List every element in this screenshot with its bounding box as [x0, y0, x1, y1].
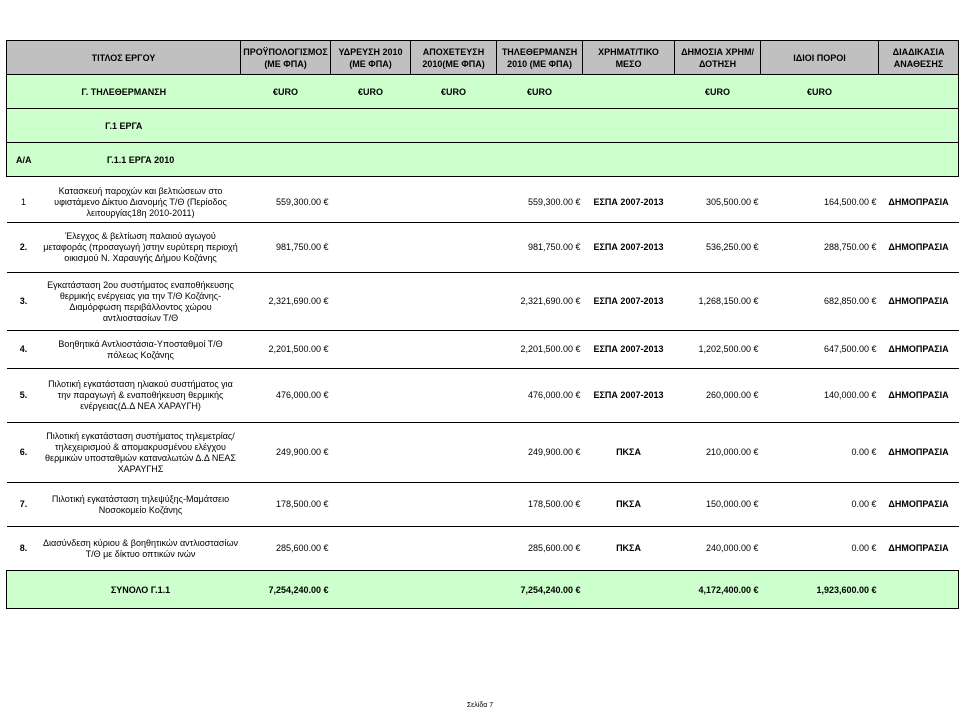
currency-label: €URO [241, 75, 331, 109]
budget-cell: 2,201,500.00 € [241, 331, 331, 369]
public-cell: 210,000.00 € [675, 423, 761, 483]
section-row [7, 75, 959, 109]
total-own: 1,923,600.00 € [761, 571, 879, 609]
section-title: Γ. ΤΗΛΕΘΕΡΜΑΝΣΗ [7, 75, 241, 109]
currency-label: €URO [411, 75, 497, 109]
budget-cell: 559,300.00 € [275, 196, 329, 207]
budget-cell: 981,750.00 € [241, 223, 331, 273]
fund-cell: ΕΣΠΑ 2007-2013 [583, 223, 675, 273]
total-row [7, 571, 959, 609]
row-number: 6. [7, 423, 41, 483]
page-number: Σελίδα 7 [466, 702, 494, 709]
table-row [7, 273, 959, 331]
project-title: Πιλοτική εγκατάσταση ηλιακού συστήματος για την παραγωγή & εναποθήκευση θερμικής ενέργειας(Δ.Δ ΝΕΑ ΧΑΡΑΥΓΗ) [41, 369, 241, 423]
own-cell: 0.00 € [761, 527, 879, 571]
total-heating: 7,254,240.00 € [497, 571, 583, 609]
own-cell: 682,850.00 € [761, 273, 879, 331]
public-cell: 1,268,150.00 € [675, 273, 761, 331]
own-cell: 0.00 € [761, 483, 879, 527]
public-cell: 240,000.00 € [675, 527, 761, 571]
procedure-cell: ΔΗΜΟΠΡΑΣΙΑ [888, 196, 949, 207]
budget-cell: 178,500.00 € [241, 483, 331, 527]
row-number: 4. [7, 331, 41, 369]
currency-label: €URO [675, 75, 761, 109]
procedure-cell: ΔΗΜΟΠΡΑΣΙΑ [879, 331, 959, 369]
budget-cell: 476,000.00 € [241, 369, 331, 423]
own-cell: 647,500.00 € [761, 331, 879, 369]
budget-cell: 249,900.00 € [241, 423, 331, 483]
fund-cell: ΕΣΠΑ 2007-2013 [593, 196, 664, 207]
budget-cell: 2,321,690.00 € [241, 273, 331, 331]
row-number: 7. [7, 483, 41, 527]
total-public: 4,172,400.00 € [675, 571, 761, 609]
currency-label: €URO [331, 75, 411, 109]
fund-cell: ΕΣΠΑ 2007-2013 [583, 273, 675, 331]
col-header-water: ΥΔΡΕΥΣΗ 2010 (ΜΕ ΦΠΑ) [331, 41, 411, 75]
col-header-heating: ΤΗΛΕΘΕΡΜΑΝΣΗ 2010 (ΜΕ ΦΠΑ) [497, 41, 583, 75]
header-row [7, 41, 959, 75]
fund-cell: ΕΣΠΑ 2007-2013 [583, 331, 675, 369]
project-title: Πιλοτική εγκατάσταση συστήματος τηλεμετρίας/τηλεχειρισμού & απομακρυσμένου ελέγχου θερμικών υποσταθμών καταναλωτών Δ.Δ ΝΕΑΣ ΧΑΡΑΥΓΗΣ [41, 423, 241, 483]
project-title: Έλεγχος & βελτίωση παλαιού αγωγού μεταφοράς (προσαγωγή )στην ευρύτερη περιοχή οικισμού Ν. Χαραυγής Δήμου Κοζάνης [41, 223, 241, 273]
table-row [7, 423, 959, 483]
table-row [7, 483, 959, 527]
heating-cell: 981,750.00 € [497, 223, 583, 273]
public-cell: 536,250.00 € [675, 223, 761, 273]
heating-cell: 2,321,690.00 € [497, 273, 583, 331]
own-cell: 288,750.00 € [761, 223, 879, 273]
fund-cell: ΠΚΣΑ [583, 527, 675, 571]
heating-cell: 285,600.00 € [497, 527, 583, 571]
procedure-cell: ΔΗΜΟΠΡΑΣΙΑ [879, 483, 959, 527]
project-title: Πιλοτική εγκατάσταση τηλεψύξης-Μαμάτσειο Νοσοκομείο Κοζάνης [41, 483, 241, 527]
subsection-title: Γ.1 ΕΡΓΑ [7, 109, 241, 143]
budget-table [6, 40, 959, 609]
currency-label: €URO [497, 75, 583, 109]
table-row [7, 223, 959, 273]
budget-cell: 285,600.00 € [241, 527, 331, 571]
total-label: ΣΥΝΟΛΟ Γ.1.1 [41, 571, 241, 609]
fund-cell: ΕΣΠΑ 2007-2013 [583, 369, 675, 423]
public-cell: 150,000.00 € [675, 483, 761, 527]
procedure-cell: ΔΗΜΟΠΡΑΣΙΑ [879, 423, 959, 483]
table-row [7, 331, 959, 369]
currency-label: €URO [761, 75, 879, 109]
procedure-cell: ΔΗΜΟΠΡΑΣΙΑ [879, 527, 959, 571]
row-number: 3. [7, 273, 41, 331]
table-row [7, 527, 959, 571]
row-number: 1 [20, 196, 26, 207]
project-title: Βοηθητικά Αντλιοστάσια-Υποσταθμοί Τ/Θ πόλεως Κοζάνης [41, 331, 241, 369]
public-cell: 1,202,500.00 € [675, 331, 761, 369]
col-header-own: ΙΔΙΟΙ ΠΟΡΟΙ [761, 41, 879, 75]
subsection-row [7, 109, 959, 143]
heating-cell: 476,000.00 € [497, 369, 583, 423]
col-header-title: ΤΙΤΛΟΣ ΕΡΓΟΥ [7, 41, 241, 75]
group-row [7, 143, 959, 177]
procedure-cell: ΔΗΜΟΠΡΑΣΙΑ [879, 369, 959, 423]
col-header-procedure: ΔΙΑΔΙΚΑΣΙΑ ΑΝΑΘΕΣΗΣ [879, 41, 959, 75]
fund-cell: ΠΚΣΑ [583, 483, 675, 527]
col-header-fund: ΧΡΗΜΑΤ/ΤΙΚΟ ΜΕΣΟ [583, 41, 675, 75]
col-header-public: ΔΗΜΟΣΙΑ ΧΡΗΜ/ΔΟΤΗΣΗ [675, 41, 761, 75]
aa-label: Α/Α [7, 143, 41, 177]
public-cell: 260,000.00 € [675, 369, 761, 423]
heating-cell: 559,300.00 € [527, 196, 581, 207]
own-cell: 164,500.00 € [823, 196, 877, 207]
public-cell: 305,500.00 € [705, 196, 759, 207]
heating-cell: 178,500.00 € [497, 483, 583, 527]
project-title: Εγκατάσταση 2ου συστήματος εναποθήκευσης θερμικής ενέργειας για την Τ/Θ Κοζάνης-Διαμόρφωση περιβάλλοντος χώρου αντλιοστασίων Τ/Θ [41, 273, 241, 331]
fund-cell: ΠΚΣΑ [583, 423, 675, 483]
table-row [7, 369, 959, 423]
col-header-sewage: ΑΠΟΧΕΤΕΥΣΗ 2010(ΜΕ ΦΠΑ) [411, 41, 497, 75]
row-number: 5. [7, 369, 41, 423]
own-cell: 140,000.00 € [761, 369, 879, 423]
project-title: Διασύνδεση κύριου & βοηθητικών αντλιοστασίων Τ/Θ με δίκτυο οπτικών ινών [41, 527, 241, 571]
table-row [7, 183, 959, 223]
heating-cell: 249,900.00 € [497, 423, 583, 483]
procedure-cell: ΔΗΜΟΠΡΑΣΙΑ [879, 223, 959, 273]
procedure-cell: ΔΗΜΟΠΡΑΣΙΑ [879, 273, 959, 331]
total-budget: 7,254,240.00 € [241, 571, 331, 609]
own-cell: 0.00 € [761, 423, 879, 483]
group-title: Γ.1.1 ΕΡΓΑ 2010 [41, 143, 241, 177]
row-number: 8. [7, 527, 41, 571]
col-header-budget: ΠΡΟΫΠΟΛΟΓΙΣΜΟΣ (ΜΕ ΦΠΑ) [241, 41, 331, 75]
heating-cell: 2,201,500.00 € [497, 331, 583, 369]
project-title: Κατασκευή παροχών και βελτιώσεων στο υφιστάμενο Δίκτυο Διανομής Τ/Θ (Περίοδος λειτουργίας18η 2010-2011) [54, 185, 227, 218]
row-number: 2. [7, 223, 41, 273]
